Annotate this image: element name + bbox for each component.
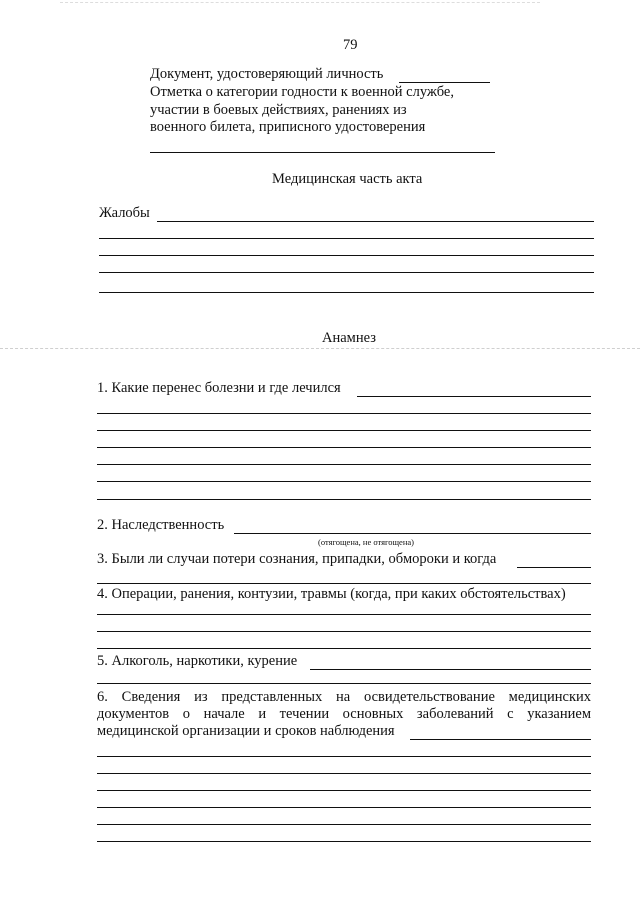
question-1-line[interactable] (97, 499, 591, 500)
question-6-line[interactable] (97, 756, 591, 757)
question-4-line[interactable] (97, 648, 591, 649)
question-5-label: 5. Алкоголь, наркотики, курение (97, 653, 298, 669)
question-6-line-2: документов о начале и течении основных заболеваний с указанием (97, 706, 591, 722)
question-6-line[interactable] (97, 824, 591, 825)
question-2-label: 2. Наследственность (97, 517, 225, 533)
fitness-mark-line-2: участии в боевых действиях, ранениях из (150, 102, 407, 118)
question-1-line[interactable] (97, 430, 591, 431)
question-6-line-3: медицинской организации и сроков наблюдения (97, 723, 395, 739)
complaints-line[interactable] (157, 221, 594, 222)
complaints-label: Жалобы (99, 205, 150, 221)
question-6-line[interactable] (97, 807, 591, 808)
question-3-line[interactable] (517, 567, 591, 568)
anamnesis-title: Анамнез (322, 330, 376, 346)
question-6-line[interactable] (97, 773, 591, 774)
question-4-line[interactable] (97, 614, 591, 615)
identity-document-line[interactable] (399, 82, 490, 83)
complaints-line[interactable] (99, 238, 594, 239)
question-6-line-1: 6. Сведения из представленных на освидетельствование медицинских (97, 689, 591, 705)
question-6-text (97, 689, 591, 723)
question-4-line[interactable] (97, 631, 591, 632)
medical-part-title: Медицинская часть акта (272, 171, 423, 187)
question-1-line[interactable] (97, 464, 591, 465)
page-number: 79 (343, 37, 358, 53)
complaints-line[interactable] (99, 255, 594, 256)
question-5-line[interactable] (97, 683, 591, 684)
heredity-note: (отягощена, не отягощена) (318, 537, 414, 547)
complaints-line[interactable] (99, 292, 594, 293)
question-6-line[interactable] (97, 841, 591, 842)
question-1-line[interactable] (97, 447, 591, 448)
question-3-label: 3. Были ли случаи потери сознания, припадки, обмороки и когда (97, 551, 497, 567)
fitness-mark-line[interactable] (150, 152, 495, 153)
question-5-line[interactable] (310, 669, 591, 670)
question-6-line[interactable] (97, 790, 591, 791)
question-4-label: 4. Операции, ранения, контузии, травмы (когда, при каких обстоятельствах) (97, 586, 566, 602)
identity-document-label: Документ, удостоверяющий личность (150, 66, 384, 82)
fitness-mark-line-3: военного билета, приписного удостоверения (150, 119, 426, 135)
top-edge-artifact (60, 2, 540, 3)
question-1-line[interactable] (357, 396, 591, 397)
question-3-line[interactable] (97, 583, 591, 584)
question-6-line[interactable] (410, 739, 591, 740)
complaints-line[interactable] (99, 272, 594, 273)
question-1-line[interactable] (97, 413, 591, 414)
scan-artifact-line (0, 348, 640, 349)
question-1-line[interactable] (97, 481, 591, 482)
question-2-line[interactable] (234, 533, 591, 534)
fitness-mark-line-1: Отметка о категории годности к военной службе, (150, 84, 454, 100)
question-1-label: 1. Какие перенес болезни и где лечился (97, 380, 341, 396)
